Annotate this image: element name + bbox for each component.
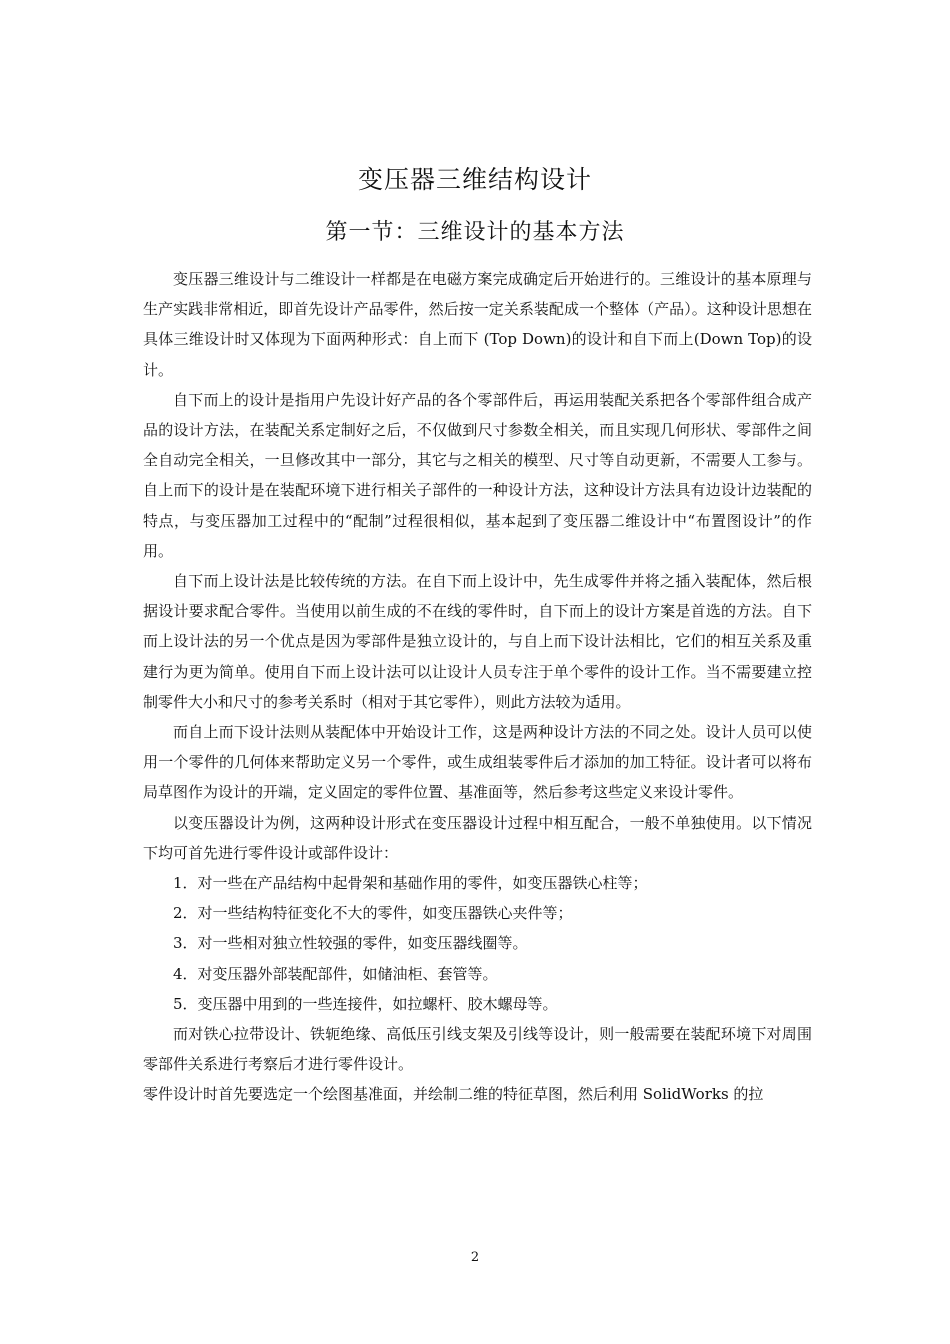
list-item-3: 3．对一些相对独立性较强的零件，如变压器线圈等。 [173,934,528,953]
paragraph-5: 以变压器设计为例，这两种设计形式在变压器设计过程中相互配合，一般不单独使用。以下情况下均可首先进行零件设计或部件设计： [143,813,812,862]
closing-paragraph: 而对铁心拉带设计、铁轭绝缘、高低压引线支架及引线等设计，则一般需要在装配环境下对周围零部件关系进行考察后才进行零件设计。 [143,1025,812,1074]
document-title: 变压器三维结构设计 [357,165,592,194]
document-body [143,264,812,1110]
final-paragraph: 零件设计时首先要选定一个绘图基准面，并绘制二维的特征草图，然后利用 SolidWorks 的拉 [143,1085,764,1104]
paragraph-3: 自下而上设计法是比较传统的方法。在自下而上设计中，先生成零件并将之插入装配体，然后根据设计要求配合零件。当使用以前生成的不在线的零件时，自下而上的设计方案是首选的方法。自下而上设计法的另一个优点是因为零部件是独立设计的，与自上而下设计法相比，它们的相互关系及重建行为更为简单。使用自下而上设计法可以让设计人员专注于单个零件的设计工作。当不需要建立控制零件大小和尺寸的参考关系时（相对于其它零件），则此方法较为适用。 [143,572,812,711]
page-number: 2 [470,1250,480,1265]
list-item-4: 4．对变压器外部装配部件，如储油柜、套管等。 [173,964,498,983]
list-item-1: 1．对一些在产品结构中起骨架和基础作用的零件，如变压器铁心柱等； [173,874,648,893]
list-item-5: 5．变压器中用到的一些连接件，如拉螺杆、胶木螺母等。 [173,994,558,1013]
section-title: 第一节：三维设计的基本方法 [325,220,625,245]
paragraph-2: 自下而上的设计是指用户先设计好产品的各个零部件后，再运用装配关系把各个零部件组合成产品的设计方法，在装配关系定制好之后，不仅做到尺寸参数全相关，而且实现几何形状、零部件之间全自动完全相关，一旦修改其中一部分，其它与之相关的模型、尺寸等自动更新，不需要人工参与。自上而下的设计是在装配环境下进行相关子部件的一种设计方法，这种设计方法具有边设计边装配的特点，与变压器加工过程中的“配制”过程很相似，基本起到了变压器二维设计中“布置图设计”的作用。 [143,390,812,560]
paragraph-1: 变压器三维设计与二维设计一样都是在电磁方案完成确定后开始进行的。三维设计的基本原理与生产实践非常相近，即首先设计产品零件，然后按一定关系装配成一个整体（产品）。这种设计思想在具体三维设计时又体现为下面两种形式：自上而下 (Top Down)的设计和自下而上(Down Top)的设计。 [143,270,812,379]
paragraph-4: 而自上而下设计法则从装配体中开始设计工作，这是两种设计方法的不同之处。设计人员可以使用一个零件的几何体来帮助定义另一个零件，或生成组装零件后才添加的加工特征。设计者可以将布局草图作为设计的开端，定义固定的零件位置、基准面等，然后参考这些定义来设计零件。 [143,723,812,802]
list-item-2: 2．对一些结构特征变化不大的零件，如变压器铁心夹件等； [173,904,573,923]
